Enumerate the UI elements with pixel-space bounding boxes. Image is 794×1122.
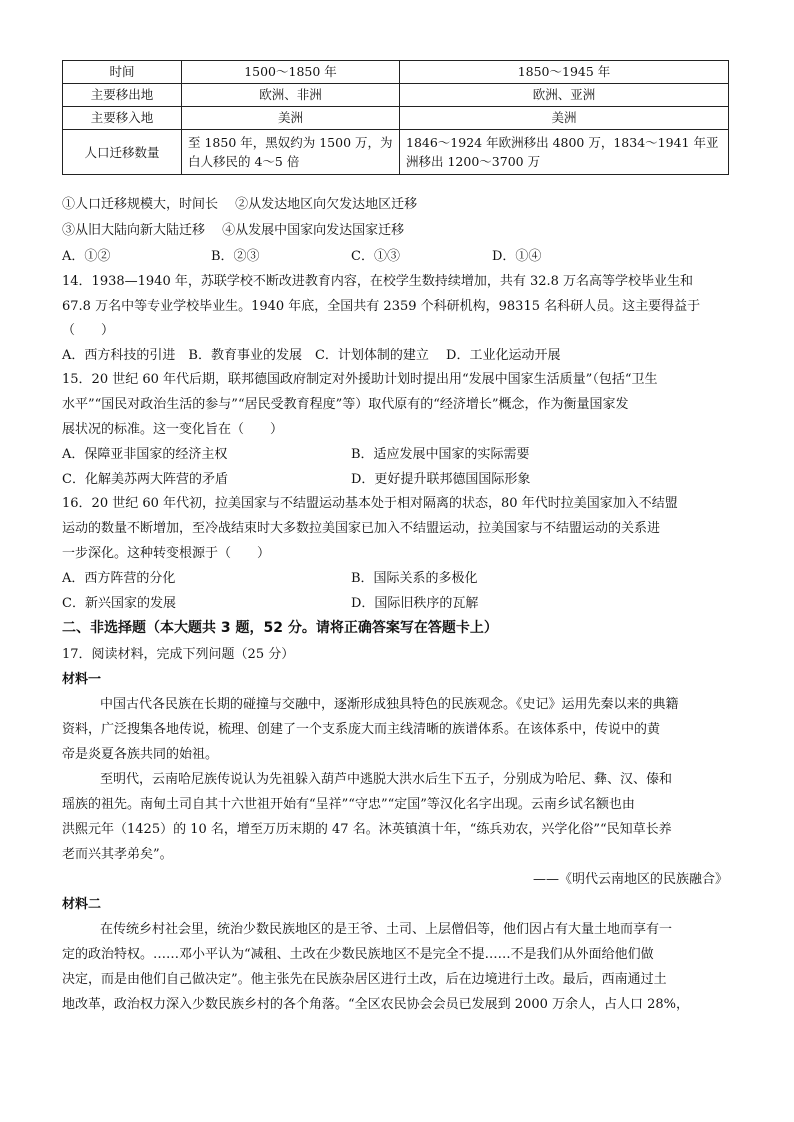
q13-option-c[interactable]: C．①③: [351, 249, 400, 264]
table-cell: 人口迁移数量: [63, 130, 182, 175]
q13-statements-1: ①人口迁移规模大，时间长 ②从发达地区向欠发达地区迁移: [62, 197, 418, 212]
table-cell: [400, 130, 729, 175]
q14-stem-2: 67.8 万名中等专业学校毕业生。1940 年底，全国共有 2359 个科研机构，98315 名科研人员。这主要得益于: [62, 299, 701, 314]
cell-line: 洲移出 1200～3700 万: [406, 154, 541, 169]
q13-option-a[interactable]: A．①②: [62, 249, 111, 264]
cell-line: 至 1850 年，黑奴约为 1500 万，为: [188, 135, 393, 150]
q15-stem-2: 水平”“国民对政治生活的参与”“居民受教育程度”等）取代原有的“经济增长”概念，作为衡量国家发: [62, 397, 629, 412]
q15-option-d[interactable]: D．更好提升联邦德国国际形象: [351, 472, 531, 487]
q16-option-d[interactable]: D．国际旧秩序的瓦解: [351, 596, 479, 611]
material-2-line: 在传统乡村社会里，统治少数民族地区的是王爷、土司、上层僧侣等，他们因占有大量土地而享有一: [100, 922, 673, 937]
material-1-line: 中国古代各民族在长期的碰撞与交融中，逐渐形成独具特色的民族观念。《史记》运用先秦以来的典籍: [100, 697, 679, 712]
q16-option-b[interactable]: B．国际关系的多极化: [351, 571, 478, 586]
material-2-line: 决定，而是由他们自己做决定”。他主张先在民族杂居区进行土改，后在边境进行土改。最后，西南通过土: [62, 972, 667, 987]
q13-option-b[interactable]: B．②③: [211, 249, 260, 264]
table-row: [63, 107, 729, 130]
table-cell: 主要移入地: [63, 107, 182, 130]
table-row: [63, 130, 729, 175]
material-1-source: ——《明代云南地区的民族融合》: [532, 872, 728, 887]
cell-line: 1846～1924 年欧洲移出 4800 万，1834～1941 年亚: [406, 135, 719, 150]
table-cell: [182, 130, 400, 175]
table-header-cell: 时间: [63, 61, 182, 84]
q15-option-b[interactable]: B．适应发展中国家的实际需要: [351, 447, 530, 462]
q16-stem-3: 一步深化。这种转变根源于（ ）: [62, 546, 271, 561]
material-1-line: 资料，广泛搜集各地传说，梳理、创建了一个支系庞大而主线清晰的族谱体系。在该体系中，传说中的黄: [62, 722, 661, 737]
q16-stem-2: 运动的数量不断增加，至冷战结束时大多数拉美国家已加入不结盟运动，拉美国家与不结盟运动的关系进: [62, 521, 661, 536]
material-1-line: 老而兴其孝弟矣”。: [62, 847, 173, 862]
table-cell: 主要移出地: [63, 84, 182, 107]
material-1-line: 帝是炎夏各族共同的始祖。: [62, 747, 219, 762]
table-cell: 美洲: [400, 107, 729, 130]
section-heading: 二、非选择题（本大题共 3 题，52 分。请将正确答案写在答题卡上）: [62, 620, 498, 636]
q14-options[interactable]: A．西方科技的引进 B．教育事业的发展 C．计划体制的建立 D．工业化运动开展: [62, 348, 561, 363]
material-2-line: 地改革，政治权力深入少数民族乡村的各个角落。“全区农民协会会员已发展到 2000 万余人，占人口 28%，: [62, 997, 690, 1012]
table-cell: 美洲: [182, 107, 400, 130]
q15-option-a[interactable]: A．保障亚非国家的经济主权: [62, 447, 228, 462]
q15-option-c[interactable]: C．化解美苏两大阵营的矛盾: [62, 472, 228, 487]
q16-option-c[interactable]: C．新兴国家的发展: [62, 596, 176, 611]
q14-answer-blank: （ ）: [62, 323, 115, 338]
table-row: [63, 61, 729, 84]
q16-stem-1: 16．20 世纪 60 年代初，拉美国家与不结盟运动基本处于相对隔离的状态，80 年代时拉美国家加入不结盟: [62, 496, 678, 511]
migration-table: [62, 60, 729, 175]
table-cell: 欧洲、亚洲: [400, 84, 729, 107]
material-1-line: 瑶族的祖先。南甸土司自其十六世祖开始有“呈祥”“守忠”“定国”等汉化名字出现。云南乡试名额也由: [62, 797, 635, 812]
q15-stem-3: 展状况的标准。这一变化旨在（ ）: [62, 422, 284, 437]
material-2-line: 定的政治特权。……邓小平认为“减租、土改在少数民族地区不是完全不提……不是我们从外面给他们做: [62, 947, 654, 962]
cell-line: 白人移民的 4～5 倍: [188, 154, 300, 169]
table-cell: 欧洲、非洲: [182, 84, 400, 107]
material-1-line: 至明代，云南哈尼族传说认为先祖躲入葫芦中逃脱大洪水后生下五子，分别成为哈尼、彝、汉、傣和: [100, 772, 673, 787]
table-row: [63, 84, 729, 107]
q15-stem-1: 15．20 世纪 60 年代后期，联邦德国政府制定对外援助计划时提出用“发展中国家生活质量”（包括“卫生: [62, 372, 658, 387]
q13-option-d[interactable]: D．①④: [492, 249, 542, 264]
q13-statements-2: ③从旧大陆向新大陆迁移 ④从发展中国家向发达国家迁移: [62, 223, 405, 238]
q16-option-a[interactable]: A．西方阵营的分化: [62, 571, 176, 586]
material-2-title: 材料二: [62, 897, 102, 912]
table-header-cell: 1850～1945 年: [400, 61, 729, 84]
table-header-cell: 1500～1850 年: [182, 61, 400, 84]
q14-stem-1: 14．1938—1940 年，苏联学校不断改进教育内容，在校学生数持续增加，共有 32.8 万名高等学校毕业生和: [62, 274, 694, 289]
material-1-title: 材料一: [62, 672, 102, 687]
material-1-line: 洪熙元年（1425）的 10 名，增至万历末期的 47 名。沐英镇滇十年，“练兵劝农，兴学化俗”“民知草长养: [62, 822, 672, 837]
q17-intro: 17．阅读材料，完成下列问题（25 分）: [62, 647, 295, 662]
